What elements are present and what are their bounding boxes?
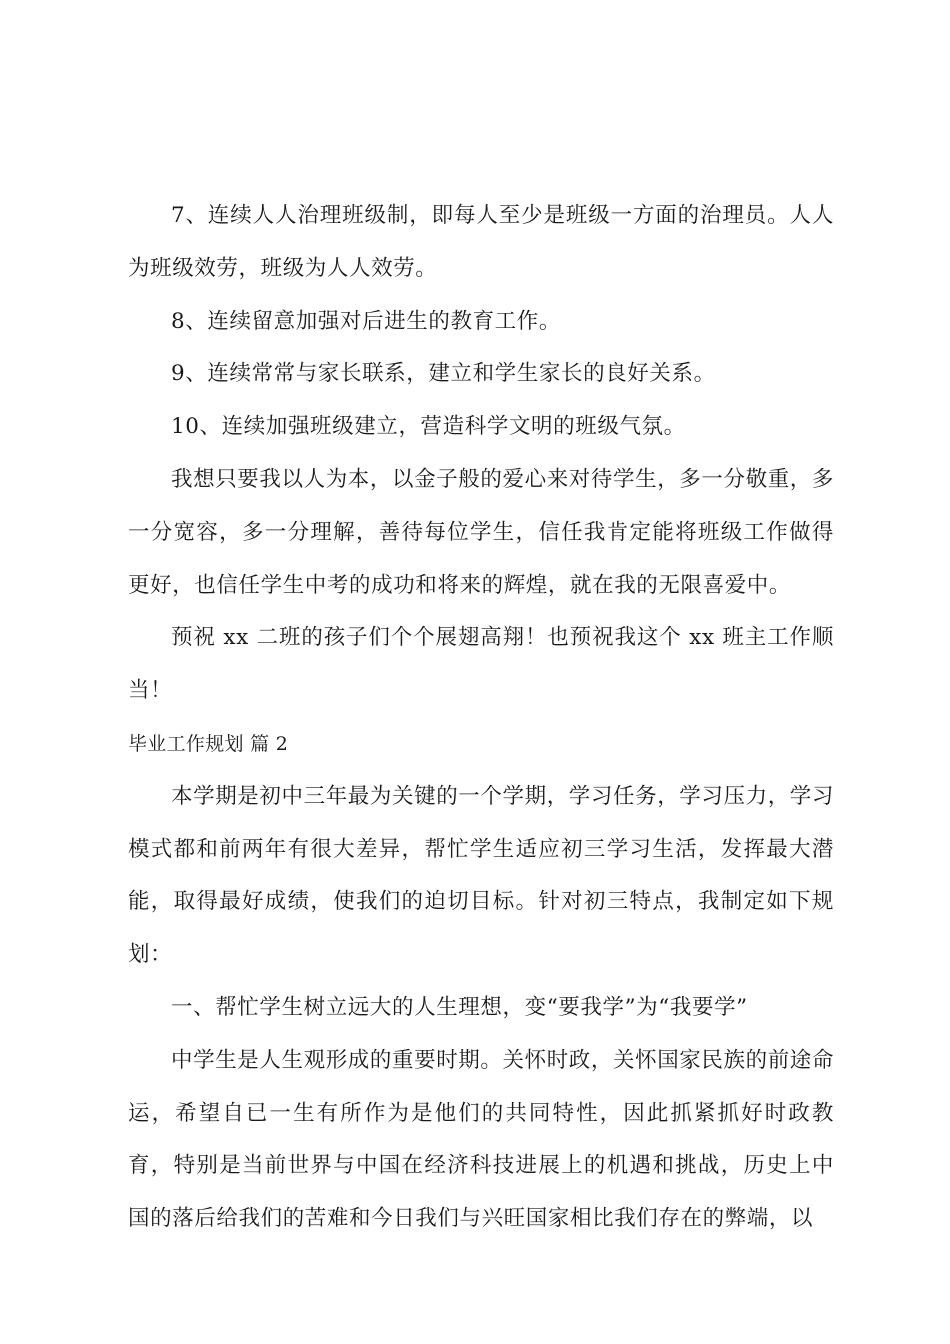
paragraph-wishes: 预祝 xx 二班的孩子们个个展翅高翔！也预祝我这个 xx 班主工作顺当！ [128,625,834,704]
paragraph-closing-reflection: 我想只要我以人为本，以金子般的爱心来对待学生，多一分敬重，多一分宽容，多一分理解，善待每位学生，信任我肯定能将班级工作做得更好，也信任学生中考的成功和将来的辉煌，就在我的无限喜爱中。 [128,466,835,598]
paragraph-intro: 本学期是初中三年最为关键的一个学期，学习任务，学习压力，学习模式都和前两年有很大差异，帮忙学生适应初三学习生活，发挥最大潜能，取得最好成绩，使我们的迫切目标。针对初三特点，我制定如下规划： [128,783,835,968]
paragraph-subheading-one: 一、帮忙学生树立远大的人生理想，变“要我学”为“我要学” [171,994,748,1020]
paragraph-item-7: 7、连续人人治理班级制，即每人至少是班级一方面的治理员。人人为班级效劳，班级为人人效劳。 [128,203,834,281]
paragraph-item-8: 8、连续留意加强对后进生的教育工作。 [171,308,561,334]
paragraph-item-9: 9、连续常常与家长联系，建立和学生家长的良好关系。 [171,361,716,387]
document-body [128,190,834,1246]
paragraph-body: 中学生是人生观形成的重要时期。关怀时政，关怀国家民族的前途命运，希望自已一生有所作为是他们的共同特性，因此抓紧抓好时政教育，特别是当前世界与中国在经济科技进展上的机遇和挑战，历史上中国的落后给我们的苦难和今日我们与兴旺国家相比我们存在的弊端，以 [128,1047,835,1232]
paragraph-item-10: 10、连续加强班级建立，营造科学文明的班级气氛。 [171,414,686,440]
section-heading: 毕业工作规划 篇 2 [128,732,289,755]
